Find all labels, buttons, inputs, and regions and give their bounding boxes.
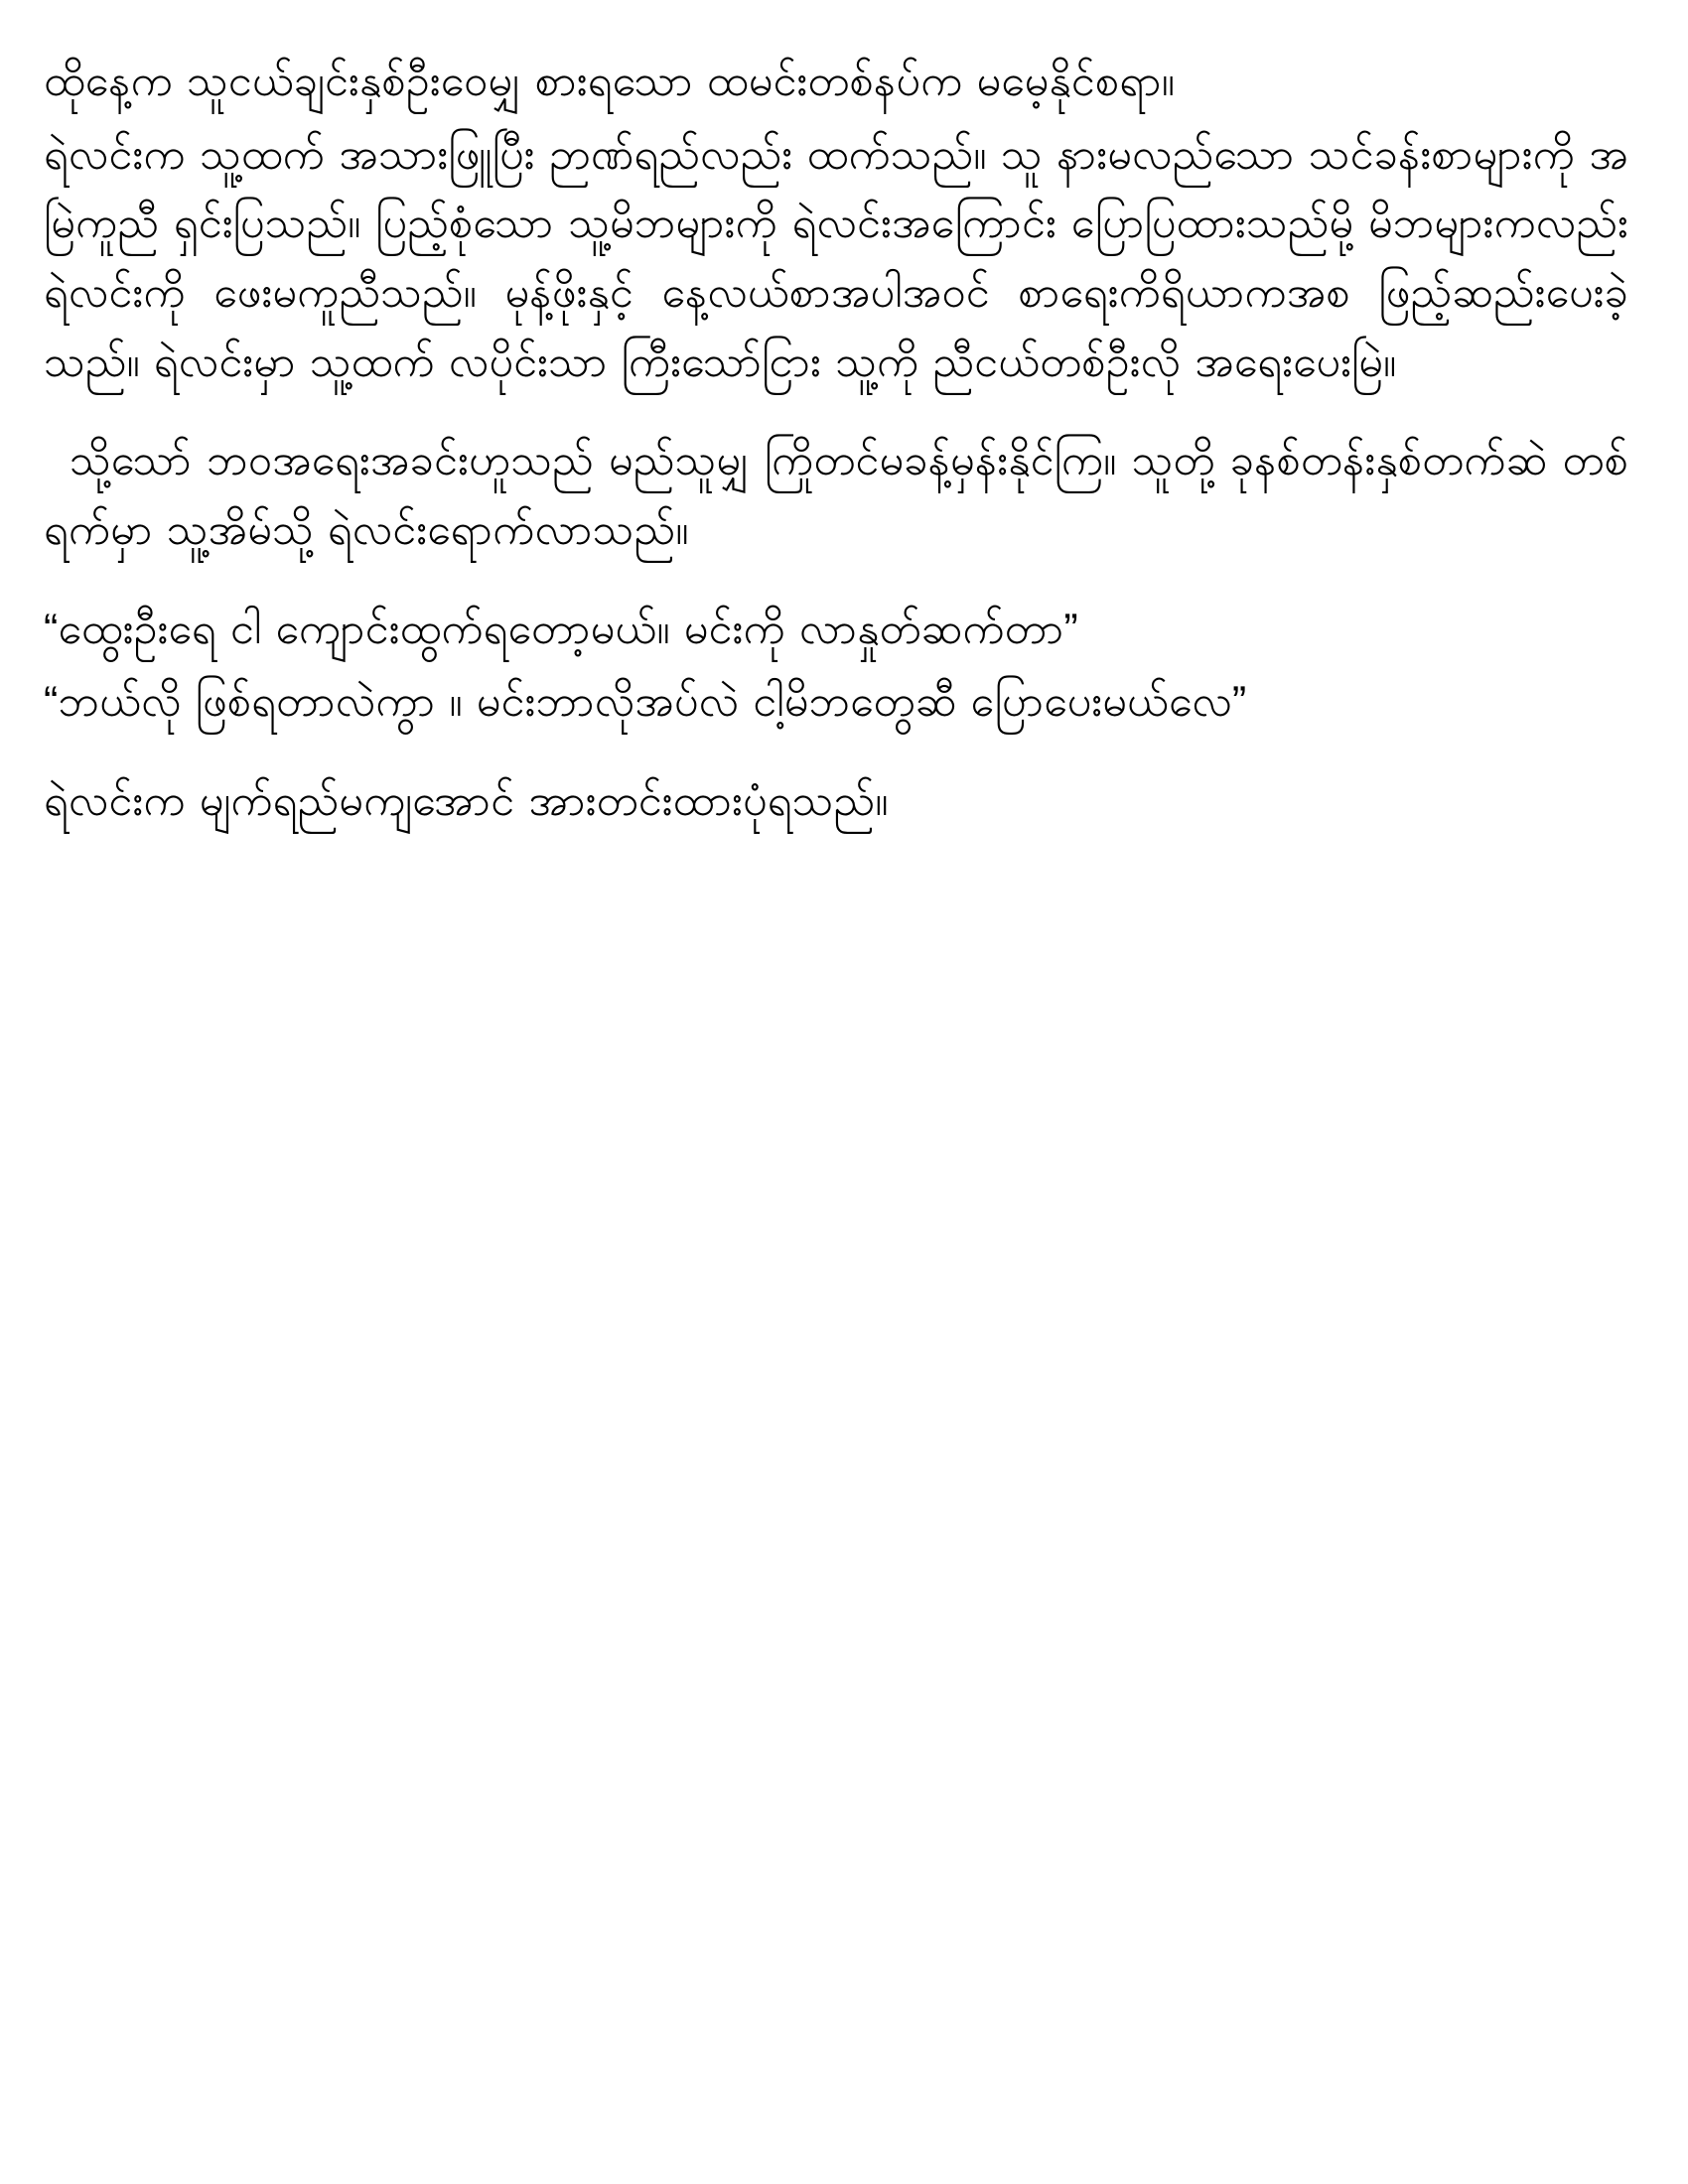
paragraph-6: ရဲလင်းက မျက်ရည်မကျအောင် အားတင်းထားပုံရသည်။: [44, 776, 889, 825]
paragraph-5-quote: “ဘယ်လို ဖြစ်ရတာလဲကွာ ။ မင်းဘာလိုအပ်လဲ ငါ့မိဘတွေဆီ ပြောပေးမယ်လေ”: [44, 678, 1247, 727]
paragraph-1: ထိုနေ့က သူငယ်ချင်းနှစ်ဦးဝေမျှ စားရသော ထမင်းတစ်နပ်က မမေ့နိုင်စရာ။: [44, 58, 1176, 105]
paragraph-2: ရဲလင်းက သူ့ထက် အသားဖြူပြီး ဉာဏ်ရည်လည်း ထက်သည်။ သူ နားမလည်သော သင်ခန်းစာများကို အမြဲကူညီ ရှင်းပြသည်။ ပြည့်စုံသော သူ့မိဘများကို ရဲလင်းအကြောင်း ပြောပြထားသည်မို့ မိဘများကလည်း ရဲလင်းကို ဖေးမကူညီသည်။ မုန့်ဖိုးနှင့် နေ့လယ်စာအပါအဝင် စာရေးကိရိယာကအစ ဖြည့်ဆည်းပေးခဲ့သည်။ ရဲလင်းမှာ သူ့ထက် လပိုင်းသာ ကြီးသော်ငြား သူ့ကို ညီငယ်တစ်ဦးလို အရေးပေးမြဲ။: [44, 130, 1628, 386]
document-body: [44, 48, 1628, 837]
paragraph-3: သို့သော် ဘဝအရေးအခင်းဟူသည် မည်သူမျှ ကြိုတင်မခန့်မှန်းနိုင်ကြ။ သူတို့ ခုနစ်တန်းနှစ်တက်ဆဲ တစ်ရက်မှာ သူ့အိမ်သို့ ရဲလင်းရောက်လာသည်။: [44, 437, 1628, 554]
paragraph-4-quote: “ထွေးဦးရေ ငါ ကျောင်းထွက်ရတော့မယ်။ မင်းကို လာနှုတ်ဆက်တာ”: [44, 605, 1078, 653]
